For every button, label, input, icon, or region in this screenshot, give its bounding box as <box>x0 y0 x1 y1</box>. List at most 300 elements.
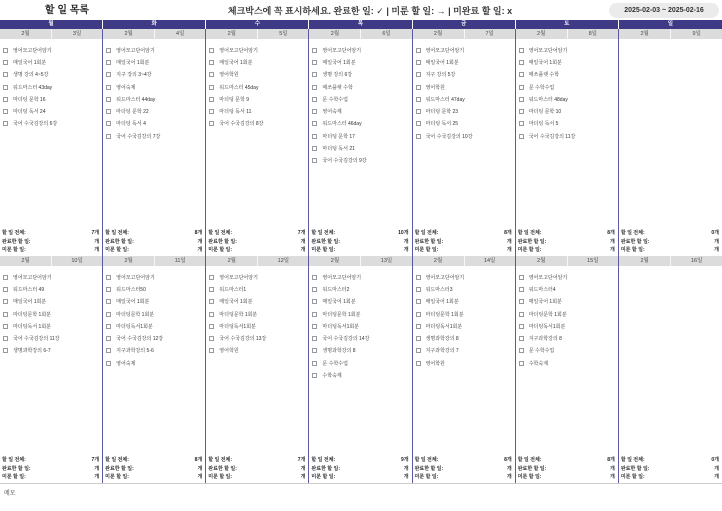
task-checkbox[interactable] <box>3 275 8 280</box>
task-list <box>516 39 618 142</box>
task-list <box>619 39 722 44</box>
task-item <box>416 69 515 81</box>
task-checkbox[interactable] <box>106 312 111 317</box>
task-checkbox[interactable] <box>3 109 8 114</box>
postponed-count-row <box>311 473 408 482</box>
month-label: 2월 <box>537 31 546 37</box>
postponed-count-row <box>621 473 719 482</box>
task-checkbox[interactable] <box>416 348 421 353</box>
task-label: 워드마스터3 <box>425 286 453 293</box>
task-checkbox[interactable] <box>519 60 524 65</box>
day-label: 16일 <box>670 256 722 266</box>
total-count-row <box>415 456 512 465</box>
task-label: 마더텅문학 1회분 <box>528 311 567 318</box>
task-item <box>209 44 308 56</box>
task-label: 수학숙제 <box>322 373 342 380</box>
task-item <box>519 130 618 142</box>
task-label: 국어 수국김강의 9강 <box>322 158 367 165</box>
task-checkbox[interactable] <box>312 312 317 317</box>
postponed-count-value: 개 <box>197 474 203 480</box>
task-item <box>312 56 411 68</box>
task-item <box>312 357 411 369</box>
postponed-count-label: 미룬 할 일: <box>208 247 233 253</box>
task-checkbox[interactable] <box>416 324 421 329</box>
total-count-label: 할 일 전체: <box>105 457 129 463</box>
task-checkbox[interactable] <box>519 121 524 126</box>
task-checkbox[interactable] <box>106 275 111 280</box>
task-label: 생명과학강의 6-7 <box>13 348 51 355</box>
postponed-count-value: 개 <box>300 474 306 480</box>
task-item <box>106 118 205 130</box>
done-count-label: 완료한 할 일: <box>620 238 650 245</box>
task-label: 매일국어 1회분 <box>322 299 356 306</box>
done-count-row <box>518 465 615 474</box>
task-label: 국어 수국김강의 8강 <box>219 121 264 128</box>
task-item <box>3 345 102 357</box>
task-checkbox[interactable] <box>106 336 111 341</box>
task-checkbox[interactable] <box>106 348 111 353</box>
total-count-value: 8개 <box>504 230 512 236</box>
total-count-row <box>208 456 305 465</box>
task-checkbox[interactable] <box>519 48 524 53</box>
task-item <box>3 81 102 93</box>
task-label: 마더텅문학 1회분 <box>116 311 155 318</box>
postponed-count-label: 미룬 할 일: <box>517 474 542 480</box>
task-label: 생명 강의 6강 <box>322 72 353 79</box>
done-count-row <box>105 465 202 474</box>
task-label: 매일국어 1회분 <box>13 299 47 306</box>
total-count-label: 할 일 전체: <box>414 230 439 236</box>
month-label: 2월 <box>21 31 30 37</box>
date-bar <box>619 29 722 39</box>
task-label: 마더텅문학 1회분 <box>425 311 464 318</box>
task-item <box>106 283 205 295</box>
task-checkbox[interactable] <box>416 109 421 114</box>
done-count-label: 완료한 할 일: <box>2 465 31 472</box>
postponed-count-value: 개 <box>506 247 512 253</box>
task-checkbox[interactable] <box>416 361 421 366</box>
task-item <box>3 105 102 117</box>
task-item <box>209 118 308 130</box>
task-label: 국어 수국김강의 13강 <box>219 336 267 343</box>
weekday-header <box>0 20 722 29</box>
task-checkbox[interactable] <box>3 85 8 90</box>
task-item <box>416 81 515 93</box>
task-checkbox[interactable] <box>209 97 214 102</box>
task-checkbox[interactable] <box>312 373 317 378</box>
task-label: 마더텅 문학 23 <box>425 109 459 116</box>
task-checkbox[interactable] <box>106 97 111 102</box>
task-checkbox[interactable] <box>416 287 421 292</box>
task-list <box>413 39 515 142</box>
task-label: 지구 강의 3~4강 <box>116 72 152 79</box>
done-count-value: 개 <box>610 465 615 472</box>
done-count-value: 개 <box>714 465 719 472</box>
task-checkbox[interactable] <box>3 48 8 53</box>
task-checkbox[interactable] <box>3 287 8 292</box>
task-checkbox[interactable] <box>209 48 214 53</box>
task-checkbox[interactable] <box>106 60 111 65</box>
task-checkbox[interactable] <box>209 121 214 126</box>
task-item <box>3 44 102 56</box>
task-item <box>209 93 308 105</box>
task-item <box>312 308 411 320</box>
postponed-count-label: 미룬 할 일: <box>2 474 26 480</box>
instructions-text: 체크박스에 꼭 표시하세요. 완료한 일: ✓ | 미룬 할 일: → | 미완료 할 일: x <box>227 6 513 16</box>
postponed-count-label: 미룬 할 일: <box>105 247 129 253</box>
day-summary <box>621 229 719 255</box>
postponed-count-row <box>105 473 202 482</box>
task-checkbox[interactable] <box>519 312 524 317</box>
task-item <box>106 296 205 308</box>
task-checkbox[interactable] <box>209 324 214 329</box>
done-count-value: 개 <box>610 238 615 245</box>
task-checkbox[interactable] <box>312 336 317 341</box>
task-item <box>312 69 411 81</box>
task-checkbox[interactable] <box>3 299 8 304</box>
task-checkbox[interactable] <box>312 85 317 90</box>
done-count-value: 개 <box>300 465 306 472</box>
task-label: 매일국어 1회분 <box>116 299 150 306</box>
month-label: 2월 <box>433 258 443 264</box>
task-checkbox[interactable] <box>312 72 317 77</box>
task-item <box>416 56 515 68</box>
day-cell <box>206 256 309 483</box>
task-checkbox[interactable] <box>106 324 111 329</box>
day-cell <box>516 256 619 483</box>
total-count-value: 0개 <box>711 457 719 463</box>
task-checkbox[interactable] <box>312 324 317 329</box>
task-checkbox[interactable] <box>3 97 8 102</box>
task-item <box>312 118 411 130</box>
task-checkbox[interactable] <box>416 97 421 102</box>
total-count-row <box>311 456 408 465</box>
date-bar <box>103 29 205 39</box>
weekday-label: 토 <box>516 20 619 29</box>
task-checkbox[interactable] <box>209 275 214 280</box>
day-summary <box>518 456 615 482</box>
task-checkbox[interactable] <box>106 109 111 114</box>
total-count-value: 8개 <box>607 230 615 236</box>
task-label: 영어모고단어암기 <box>219 274 258 281</box>
task-label: 워드마스터 45day <box>219 84 259 91</box>
total-count-label: 할 일 전체: <box>620 457 645 463</box>
postponed-count-row <box>415 246 512 255</box>
task-checkbox[interactable] <box>416 134 421 139</box>
task-checkbox[interactable] <box>519 72 524 77</box>
task-checkbox[interactable] <box>519 85 524 90</box>
task-item <box>519 81 618 93</box>
postponed-count-label: 미룬 할 일: <box>311 474 336 480</box>
task-item <box>209 81 308 93</box>
task-checkbox[interactable] <box>312 97 317 102</box>
task-label: 영어숙제 <box>116 360 136 367</box>
day-cell <box>619 256 722 483</box>
weekday-label: 수 <box>206 20 309 29</box>
done-count-row <box>311 238 408 247</box>
task-checkbox[interactable] <box>519 134 524 139</box>
day-cell <box>206 29 309 256</box>
task-item <box>519 332 618 344</box>
done-count-label: 완료한 할 일: <box>105 465 134 472</box>
task-label: 영어모고단어암기 <box>528 47 568 54</box>
task-checkbox[interactable] <box>209 299 214 304</box>
task-checkbox[interactable] <box>3 60 8 65</box>
week-row <box>0 29 722 256</box>
task-checkbox[interactable] <box>209 60 214 65</box>
task-checkbox[interactable] <box>3 324 8 329</box>
task-item <box>106 56 205 68</box>
task-label: 문 수학수업 <box>322 96 348 103</box>
task-label: 마더텅 독서 25 <box>425 121 459 128</box>
done-count-value: 개 <box>506 238 512 245</box>
task-item <box>3 332 102 344</box>
day-label: 9일 <box>670 29 722 39</box>
task-label: 워드마스터 47day <box>425 96 465 103</box>
task-item <box>209 308 308 320</box>
task-checkbox[interactable] <box>106 48 111 53</box>
task-item <box>312 155 411 167</box>
task-checkbox[interactable] <box>106 72 111 77</box>
task-item <box>106 320 205 332</box>
page-title: 할 일 목록 <box>44 5 90 16</box>
task-checkbox[interactable] <box>312 134 317 139</box>
task-label: 매일국어 1회분 <box>322 59 356 66</box>
task-item <box>106 130 205 142</box>
task-checkbox[interactable] <box>106 361 111 366</box>
task-checkbox[interactable] <box>3 312 8 317</box>
weekday-label: 금 <box>413 20 516 29</box>
task-label: 수학숙제 <box>528 360 549 367</box>
task-list <box>103 266 205 369</box>
total-count-row <box>621 456 719 465</box>
postponed-count-row <box>518 473 615 482</box>
task-item <box>312 271 411 283</box>
day-cell <box>103 29 206 256</box>
month-label: 2월 <box>433 31 443 37</box>
task-checkbox[interactable] <box>416 60 421 65</box>
done-count-label: 완료한 할 일: <box>517 238 547 245</box>
date-bar <box>413 29 515 39</box>
total-count-row <box>2 229 99 238</box>
calendar-grid <box>0 29 722 483</box>
postponed-count-label: 미룬 할 일: <box>620 247 645 253</box>
task-checkbox[interactable] <box>312 109 317 114</box>
postponed-count-value: 개 <box>714 247 719 253</box>
task-checkbox[interactable] <box>519 97 524 102</box>
task-label: 국어 수국김강의 10강 <box>425 133 473 140</box>
done-count-row <box>415 238 512 247</box>
task-checkbox[interactable] <box>312 275 317 280</box>
postponed-count-value: 개 <box>403 247 409 253</box>
postponed-count-row <box>311 246 408 255</box>
day-label: 6일 <box>360 29 411 39</box>
task-item <box>416 357 515 369</box>
task-label: 마더텅독서1회분 <box>219 323 256 330</box>
task-checkbox[interactable] <box>519 336 524 341</box>
task-item <box>519 308 618 320</box>
task-label: 영어모고단어암기 <box>528 274 568 281</box>
task-item <box>519 105 618 117</box>
month-label: 2월 <box>227 31 236 37</box>
task-checkbox[interactable] <box>312 348 317 353</box>
task-checkbox[interactable] <box>416 121 421 126</box>
task-checkbox[interactable] <box>519 109 524 114</box>
done-count-row <box>415 465 512 474</box>
memo-area[interactable] <box>0 483 722 511</box>
task-checkbox[interactable] <box>519 275 524 280</box>
task-checkbox[interactable] <box>416 336 421 341</box>
task-checkbox[interactable] <box>416 299 421 304</box>
task-item <box>3 283 102 295</box>
task-item <box>312 320 411 332</box>
day-label: 14일 <box>464 256 515 266</box>
task-checkbox[interactable] <box>312 158 317 163</box>
task-item <box>519 357 618 369</box>
task-checkbox[interactable] <box>416 275 421 280</box>
total-count-value: 8개 <box>504 457 512 463</box>
task-label: 마더텅문학 1회분 <box>219 311 258 318</box>
task-checkbox[interactable] <box>209 336 214 341</box>
total-count-row <box>2 456 99 465</box>
postponed-count-label: 미룬 할 일: <box>517 247 542 253</box>
task-checkbox[interactable] <box>312 121 317 126</box>
task-checkbox[interactable] <box>106 85 111 90</box>
date-bar <box>103 256 205 266</box>
task-checkbox[interactable] <box>416 48 421 53</box>
total-count-value: 0개 <box>711 230 719 236</box>
task-label: 마더텅 독서 21 <box>322 146 355 153</box>
task-item <box>209 320 308 332</box>
postponed-count-value: 개 <box>506 474 512 480</box>
week-row <box>0 256 722 483</box>
task-checkbox[interactable] <box>416 72 421 77</box>
done-count-row <box>518 238 615 247</box>
task-checkbox[interactable] <box>209 312 214 317</box>
task-label: 영어모고단어암기 <box>13 274 52 281</box>
task-item <box>416 345 515 357</box>
task-checkbox[interactable] <box>312 361 317 366</box>
task-checkbox[interactable] <box>312 299 317 304</box>
task-label: 마더텅 문학 17 <box>322 133 355 140</box>
done-count-value: 개 <box>714 238 719 245</box>
task-item <box>106 105 205 117</box>
task-label: 영어모고단어암기 <box>219 47 258 54</box>
task-label: 생명과학강의 8 <box>322 348 356 355</box>
task-checkbox[interactable] <box>209 287 214 292</box>
day-label: 15일 <box>567 256 618 266</box>
total-count-label: 할 일 전체: <box>414 457 439 463</box>
weekday-label: 일 <box>667 21 674 27</box>
task-label: 영어학원 <box>425 360 445 367</box>
task-item <box>106 308 205 320</box>
task-label: 영어숙제 <box>116 84 136 91</box>
task-list <box>619 266 722 271</box>
task-checkbox[interactable] <box>519 324 524 329</box>
task-checkbox[interactable] <box>519 348 524 353</box>
task-checkbox[interactable] <box>209 109 214 114</box>
task-item <box>519 93 618 105</box>
total-count-row <box>415 229 512 238</box>
task-checkbox[interactable] <box>519 287 524 292</box>
task-checkbox[interactable] <box>3 72 8 77</box>
day-cell <box>309 256 412 483</box>
task-item <box>312 44 411 56</box>
task-checkbox[interactable] <box>106 134 111 139</box>
page-header <box>0 0 722 20</box>
task-label: 워드마스터1 <box>219 286 247 293</box>
postponed-count-row <box>208 473 305 482</box>
done-count-label: 완료한 할 일: <box>2 238 31 245</box>
task-label: 생명과학강의 8 <box>425 336 459 343</box>
total-count-value: 8개 <box>194 457 203 463</box>
day-label: 7일 <box>464 29 515 39</box>
task-item <box>519 320 618 332</box>
day-label: 8일 <box>567 29 618 39</box>
task-checkbox[interactable] <box>209 348 214 353</box>
done-count-label: 완료한 할 일: <box>517 465 547 472</box>
task-checkbox[interactable] <box>106 121 111 126</box>
task-checkbox[interactable] <box>106 287 111 292</box>
task-checkbox[interactable] <box>3 336 8 341</box>
task-checkbox[interactable] <box>519 361 524 366</box>
task-item <box>416 332 515 344</box>
task-checkbox[interactable] <box>209 72 214 77</box>
task-checkbox[interactable] <box>106 299 111 304</box>
weekday-label: 화 <box>103 20 206 29</box>
task-checkbox[interactable] <box>3 348 8 353</box>
task-label: 국어 수국김강의 11강 <box>528 133 576 140</box>
month-label: 2월 <box>640 31 649 37</box>
month-label: 2월 <box>227 258 236 264</box>
task-label: 마더텅 문학 9 <box>219 96 249 103</box>
task-checkbox[interactable] <box>209 85 214 90</box>
task-label: 마더텅독서1회분 <box>528 323 566 330</box>
postponed-count-value: 개 <box>610 247 615 253</box>
task-checkbox[interactable] <box>416 312 421 317</box>
task-label: 영어모고단어암기 <box>13 47 52 54</box>
day-summary <box>415 229 512 255</box>
task-checkbox[interactable] <box>519 299 524 304</box>
done-count-value: 개 <box>197 238 203 245</box>
done-count-label: 완료한 할 일: <box>208 238 237 245</box>
month-label: 2월 <box>330 31 340 37</box>
task-label: 매일국어 1회분 <box>528 59 562 66</box>
postponed-count-value: 개 <box>610 474 615 480</box>
task-label: 워드마스터2 <box>322 286 350 293</box>
task-item <box>209 332 308 344</box>
task-checkbox[interactable] <box>3 121 8 126</box>
postponed-count-row <box>2 246 99 255</box>
done-count-label: 완료한 할 일: <box>414 465 444 472</box>
task-item <box>3 118 102 130</box>
task-item <box>209 271 308 283</box>
task-label: 영어학원 <box>219 348 239 355</box>
task-item <box>312 332 411 344</box>
task-item <box>312 296 411 308</box>
task-checkbox[interactable] <box>312 146 317 151</box>
day-summary <box>2 229 99 255</box>
day-summary <box>208 229 305 255</box>
task-checkbox[interactable] <box>416 85 421 90</box>
task-checkbox[interactable] <box>312 287 317 292</box>
task-checkbox[interactable] <box>312 60 317 65</box>
task-checkbox[interactable] <box>312 48 317 53</box>
task-label: 마더텅 독서 4 <box>116 121 146 128</box>
task-label: 국어 수국김강의 12강 <box>116 336 164 343</box>
month-label: 2월 <box>124 258 133 264</box>
weekday-label: 월 <box>0 20 103 29</box>
